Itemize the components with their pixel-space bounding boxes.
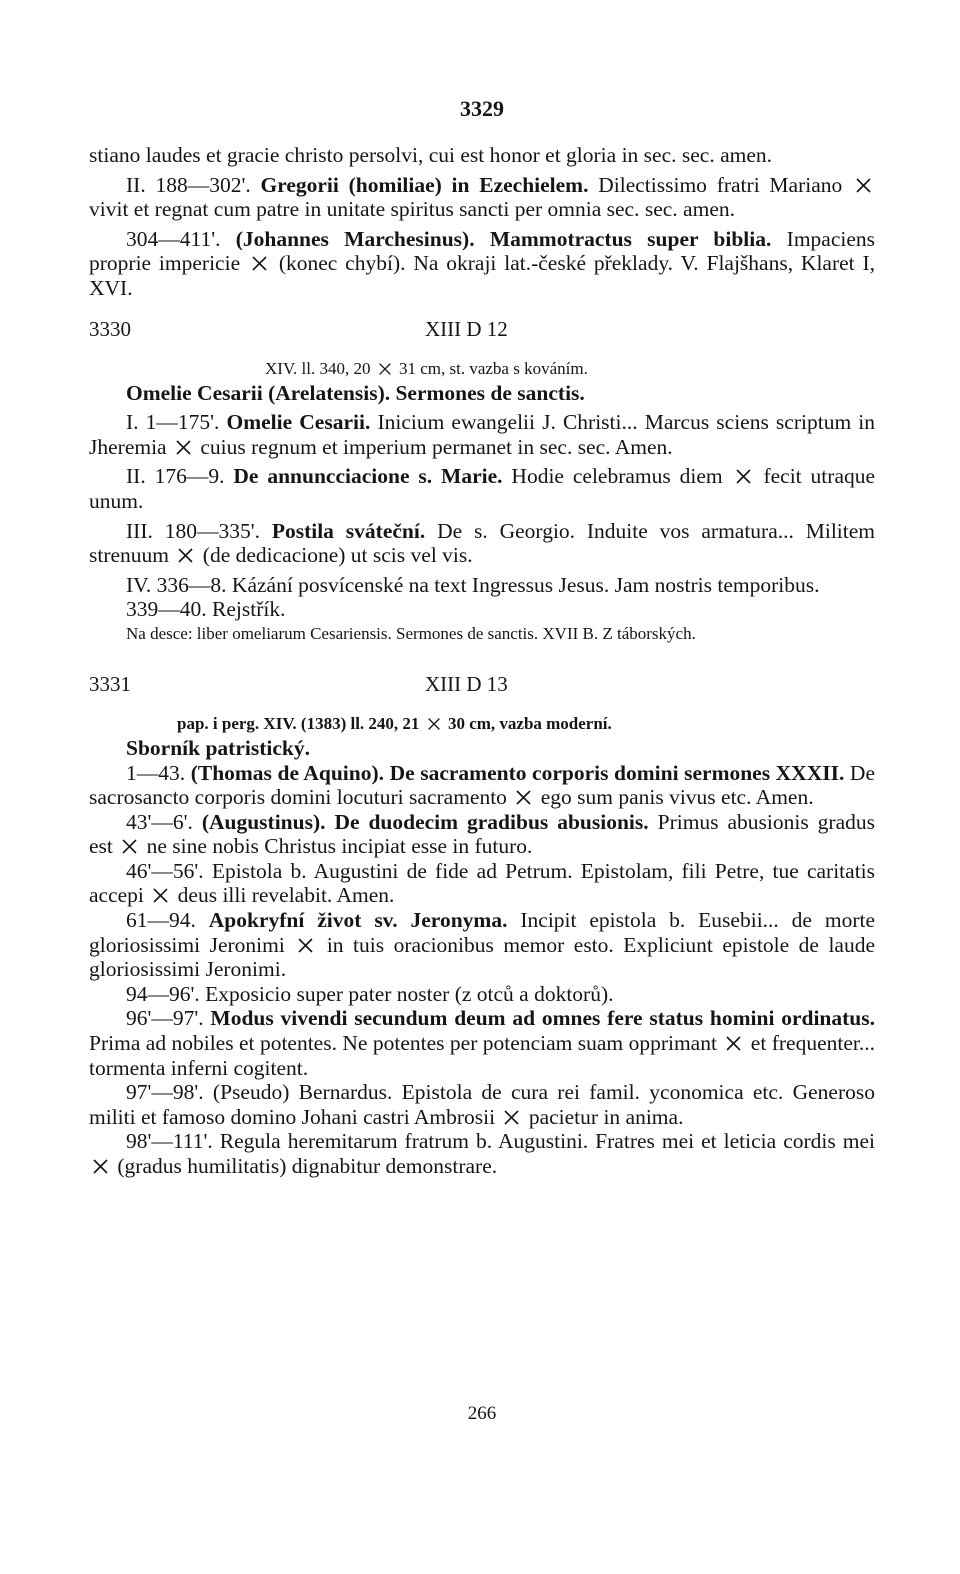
incipit: Epistola b. Augustini de fide ad Petrum. Epistolam, fili Petre, tue caritatis accepi [89, 858, 876, 908]
item-6 [89, 1006, 875, 1080]
omission-cross-icon [855, 177, 872, 194]
incipit: De s. Georgio. Induite vos armatura... Militem strenuum [89, 518, 876, 568]
prev-entry-continuation: stiano laudes et gracie christo persolvi, cui est honor et gloria in sec. sec. amen. [89, 143, 773, 167]
item-title: Apokryfní život sv. Jeronyma. [208, 908, 508, 933]
entry-number: 3331 [89, 671, 131, 696]
folio-range: I. 1—175'. [126, 410, 220, 435]
shelfmark: XIII D 13 [425, 671, 508, 696]
section-title: (Johannes Marchesinus). Mammotractus super biblia. [235, 226, 772, 251]
explicit: (de dedicacione) ut scis vel vis. [202, 543, 473, 568]
incipit: Incipit epistola b. Eusebii... de morte gloriosissimi Jeronimi [89, 908, 876, 957]
omission-cross-icon [503, 1109, 520, 1126]
explicit: (konec chybí). Na okraji lat.-české překlady. V. Flajšhans, Klaret I, XVI. [89, 251, 876, 300]
incipit: (Pseudo) Bernardus. Epistola de cura rei famil. yconomica etc. Generoso militi et famoso domino Johani castri Ambrosii [89, 1080, 876, 1129]
explicit: in tuis oracionibus memor esto. Expliciunt epistole de laude gloriosissimi Jeronimi. [89, 932, 876, 982]
omission-cross-icon [177, 547, 194, 564]
folio-range: 339—40. [126, 597, 207, 622]
omission-cross-icon [297, 937, 314, 954]
binding-note: Na desce: liber omeliarum Cesariensis. Sermones de sanctis. XVII B. Z táborských. [126, 623, 696, 643]
entry-section-5 [89, 597, 875, 622]
folio-range: 1—43. [126, 760, 186, 785]
incipit: Hodie celebramus diem [511, 464, 723, 489]
folio-range: 61—94. [126, 908, 196, 933]
incipit: Inicium ewangelii J. Christi... Marcus sciens scriptum in Jheremia [89, 410, 875, 459]
omission-cross-icon [175, 439, 192, 456]
item-2 [89, 810, 875, 859]
incipit: Impaciens proprie impericie [89, 226, 876, 276]
physical-extent: XIV. ll. 340, 20 [265, 358, 371, 378]
prev-entry-section-3 [89, 227, 875, 301]
section-title: Omelie Cesarii. [226, 410, 371, 435]
omission-cross-icon [251, 255, 268, 272]
omission-cross-icon [735, 468, 752, 485]
folio-range: IV. 336—8. [126, 572, 227, 597]
page-content [89, 143, 875, 1179]
folio-range: 98'—111'. [126, 1129, 213, 1154]
incipit: De sacrosancto corporis domini locuturi sacramento [89, 760, 875, 810]
explicit: et frequenter... tormenta inferni cogitent. [89, 1031, 875, 1080]
omission-cross-icon [92, 1158, 109, 1175]
explicit: vivit et regnat cum patre in unitate spiritus sancti per omnia sec. sec. amen. [89, 197, 735, 222]
incipit: Regula heremitarum fratrum b. Augustini. Fratres mei et leticia cordis mei [219, 1129, 875, 1154]
explicit: pacietur in anima. [528, 1104, 684, 1129]
entry-section-2 [89, 464, 875, 513]
item-8 [89, 1129, 875, 1178]
incipit: Prima ad nobiles et potentes. Ne potentes per potenciam suam opprimant [89, 1031, 717, 1056]
omission-cross-icon [725, 1035, 742, 1052]
section-title: De annuncciacione s. Marie. [233, 464, 503, 489]
section-text: Kázání posvícenské na text Ingressus Jesus. Jam nostris temporibus. [231, 572, 820, 597]
entry-section-4 [89, 573, 875, 598]
incipit: Dilectissimo fratri Mariano [598, 172, 843, 197]
item-title: (Thomas de Aquino). De sacramento corporis domini sermones XXXII. [190, 760, 845, 785]
dimension-cross-icon [427, 717, 441, 731]
explicit: ne sine nobis Christus incipiat esse in futuro. [146, 834, 533, 859]
item-4 [89, 908, 875, 982]
explicit: deus illi revelabit. Amen. [177, 883, 395, 908]
explicit: cuius regnum et imperium permanet in sec. sec. Amen. [200, 434, 673, 459]
folio-range: 46'—56'. [126, 858, 204, 883]
physical-binding: 31 cm, st. vazba s kováním. [398, 358, 588, 378]
page-number: 266 [467, 1403, 497, 1424]
folio-range: 97'—98'. [126, 1080, 204, 1105]
folio-range: III. 180—335'. [126, 518, 260, 543]
folio-range: II. 188—302'. [126, 172, 251, 197]
entry-header-3331 [89, 672, 875, 702]
dimension-cross-icon [378, 362, 392, 376]
folio-range: 304—411'. [126, 226, 221, 251]
section-title: Gregorii (homiliae) in Ezechielem. [260, 172, 589, 197]
shelfmark: XIII D 12 [425, 316, 508, 341]
item-text: Exposicio super pater noster (z otců a doktorů). [205, 981, 614, 1006]
prev-entry-section-2 [89, 173, 875, 222]
physical-description [89, 357, 875, 381]
entry-title: Omelie Cesarii (Arelatensis). Sermones de sanctis. [126, 380, 585, 405]
entry-section-1 [89, 410, 875, 459]
item-7 [89, 1080, 875, 1129]
folio-range: 43'—6'. [126, 809, 193, 834]
explicit: fecit utraque unum. [89, 464, 876, 513]
entry-header-3330 [89, 317, 875, 347]
physical-binding: 30 cm, vazba moderní. [447, 713, 612, 733]
folio-range: II. 176—9. [126, 464, 225, 489]
entry-title: Sborník patristický. [126, 735, 310, 760]
entry-section-3 [89, 519, 875, 568]
item-5 [89, 982, 875, 1007]
explicit: ego sum panis vivus etc. Amen. [540, 785, 814, 810]
omission-cross-icon [152, 887, 169, 904]
item-1 [89, 761, 875, 810]
item-title: (Augustinus). De duodecim gradibus abusionis. [201, 809, 649, 834]
incipit: Primus abusionis gradus est [89, 809, 875, 859]
entry-number: 3330 [89, 316, 131, 341]
item-title: Modus vivendi secundum deum ad omnes fere status homini ordinatus. [210, 1006, 876, 1031]
running-head: 3329 [460, 96, 504, 121]
item-3 [89, 859, 875, 908]
omission-cross-icon [121, 838, 138, 855]
folio-range: 94—96'. [126, 981, 200, 1006]
physical-description [89, 712, 875, 736]
folio-range: 96'—97'. [126, 1006, 204, 1031]
section-text: Rejstřík. [212, 597, 286, 622]
section-title: Postila sváteční. [271, 518, 426, 543]
physical-extent: pap. i perg. XIV. (1383) ll. 240, 21 [177, 713, 420, 733]
omission-cross-icon [515, 789, 532, 806]
explicit: (gradus humilitatis) dignabitur demonstrare. [117, 1154, 498, 1178]
